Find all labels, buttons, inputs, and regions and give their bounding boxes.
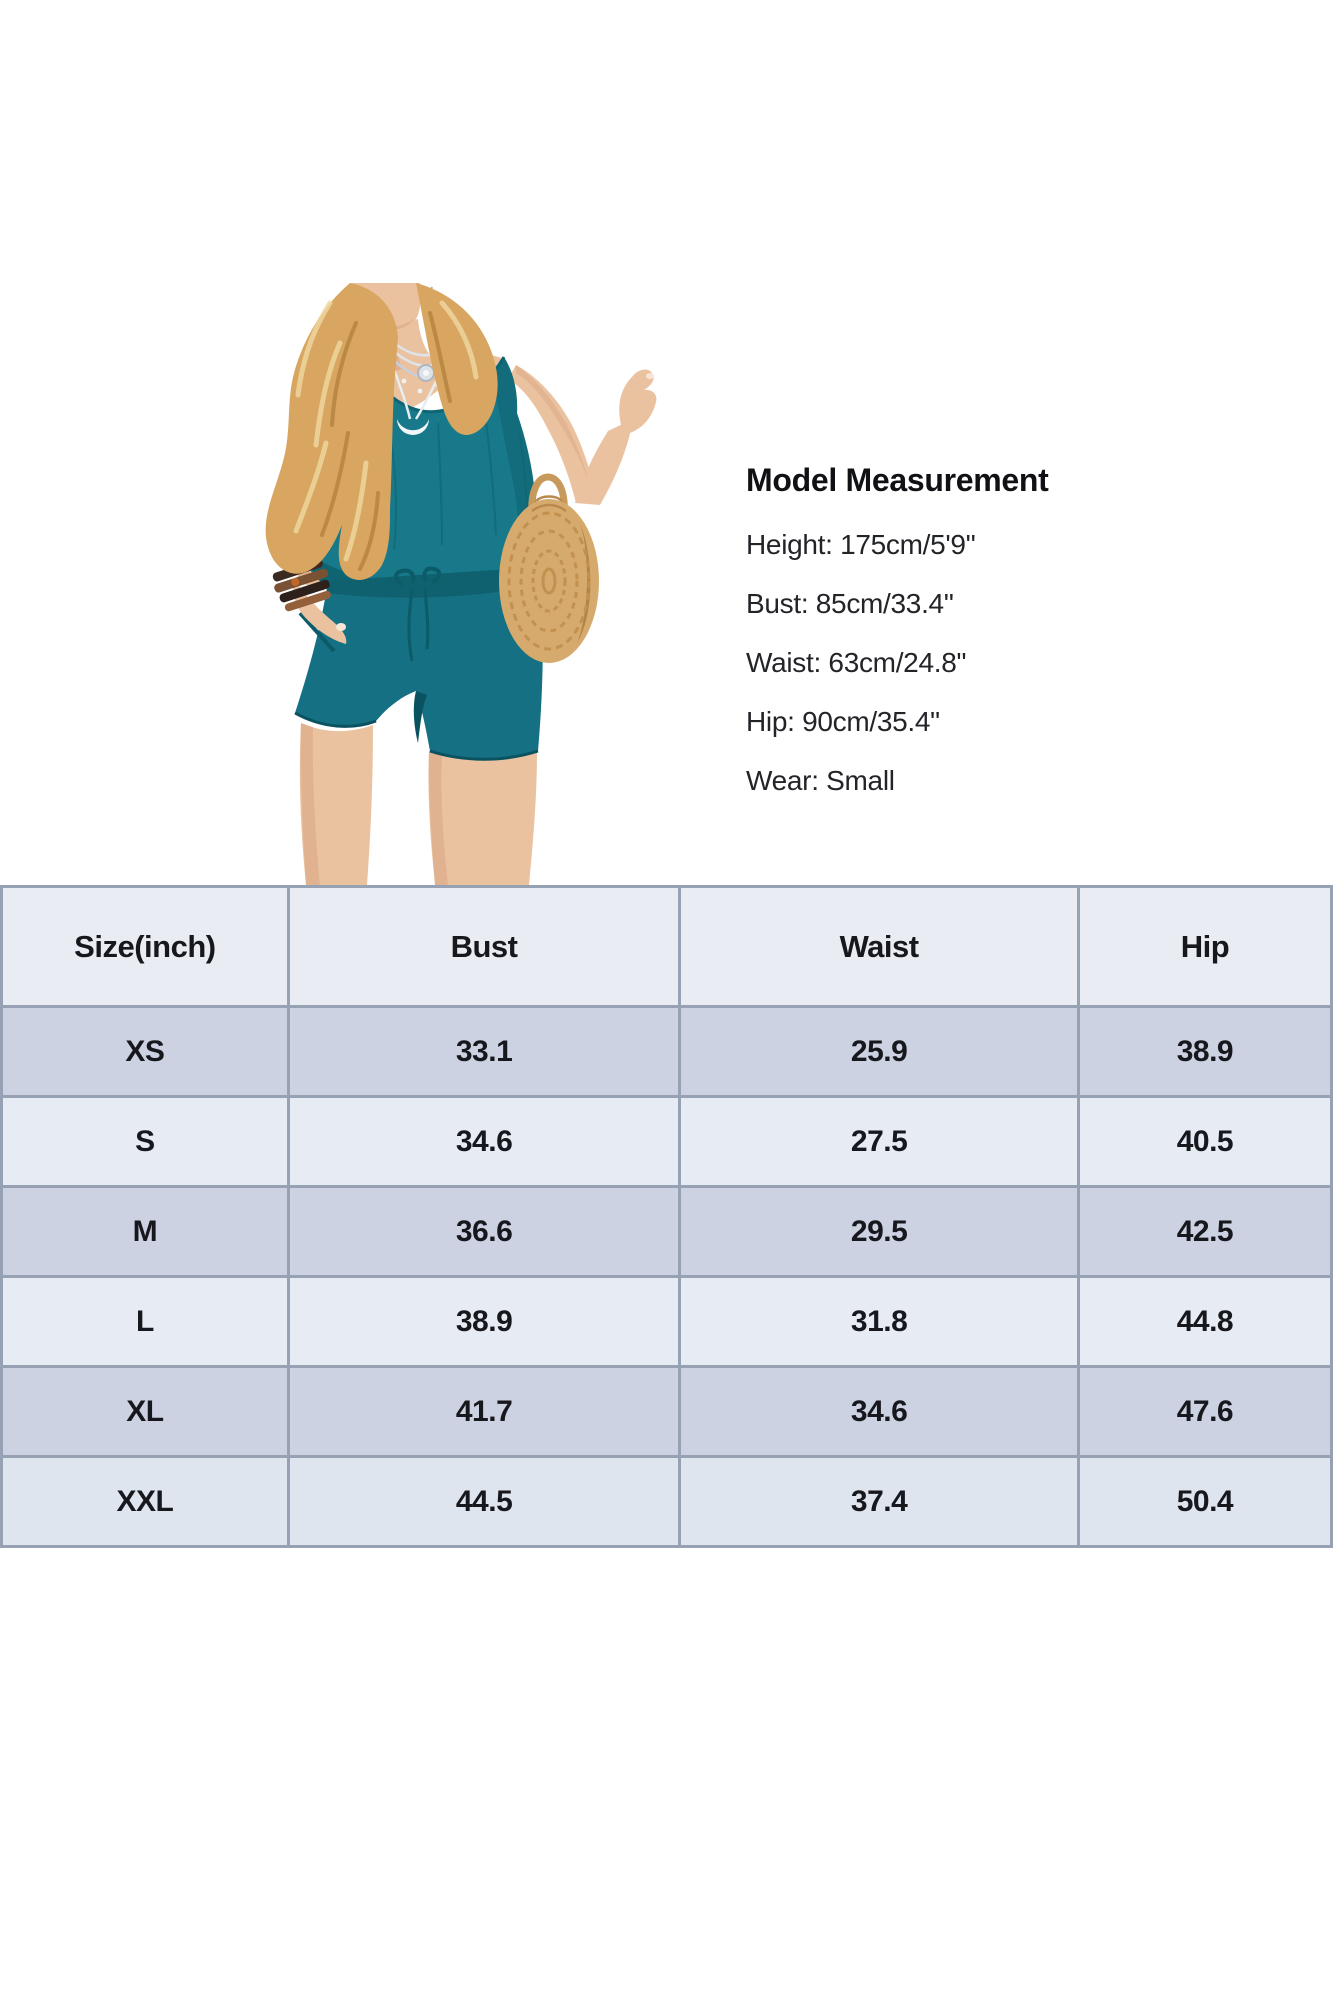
bust-value-l: 38.9 [290, 1278, 679, 1365]
measurement-height: Height: 175cm/5'9" [746, 528, 976, 560]
waist-value-xs: 25.9 [681, 1008, 1077, 1095]
waist-value-s: 27.5 [681, 1098, 1077, 1185]
bust-value-xs: 33.1 [290, 1008, 679, 1095]
size-label-s: S [3, 1098, 287, 1185]
model-measurement-panel [746, 459, 1176, 810]
measurement-title: Model Measurement [746, 461, 1049, 498]
size-label-m: M [3, 1188, 287, 1275]
waist-value-xl: 34.6 [681, 1368, 1077, 1455]
waist-value-l: 31.8 [681, 1278, 1077, 1365]
bust-value-s: 34.6 [290, 1098, 679, 1185]
column-header-size: Size(inch) [3, 888, 287, 1005]
hip-value-m: 42.5 [1080, 1188, 1330, 1275]
hip-value-xxl: 50.4 [1080, 1458, 1330, 1545]
bust-value-xl: 41.7 [290, 1368, 679, 1455]
column-header-bust: Bust [290, 888, 679, 1005]
size-table [0, 885, 1333, 1548]
measurement-hip: Hip: 90cm/35.4" [746, 705, 940, 737]
column-header-hip: Hip [1080, 888, 1330, 1005]
hip-value-xl: 47.6 [1080, 1368, 1330, 1455]
model-illustration [180, 283, 710, 885]
measurement-waist: Waist: 63cm/24.8" [746, 646, 967, 678]
measurement-bust: Bust: 85cm/33.4" [746, 587, 954, 619]
hand [619, 370, 656, 434]
hip-value-xs: 38.9 [1080, 1008, 1330, 1095]
bust-value-m: 36.6 [290, 1188, 679, 1275]
hip-value-s: 40.5 [1080, 1098, 1330, 1185]
size-label-l: L [3, 1278, 287, 1365]
waist-value-xxl: 37.4 [681, 1458, 1077, 1545]
size-label-xl: XL [3, 1368, 287, 1455]
measurement-wear: Wear: Small [746, 764, 895, 796]
bust-value-xxl: 44.5 [290, 1458, 679, 1545]
model-photo [180, 283, 710, 885]
hip-value-l: 44.8 [1080, 1278, 1330, 1365]
size-label-xs: XS [3, 1008, 287, 1095]
size-label-xxl: XXL [3, 1458, 287, 1545]
column-header-waist: Waist [681, 888, 1077, 1005]
waist-value-m: 29.5 [681, 1188, 1077, 1275]
